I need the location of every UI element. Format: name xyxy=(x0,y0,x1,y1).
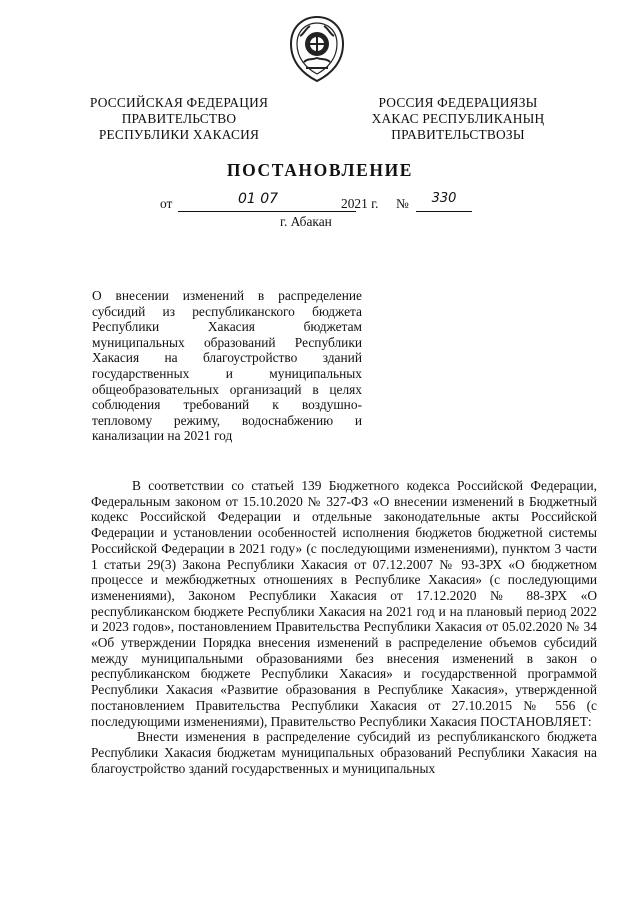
date-year: 2021 г. xyxy=(341,196,379,211)
header-left-line: РОССИЙСКАЯ ФЕДЕРАЦИЯ xyxy=(89,95,269,110)
body-paragraph: Внести изменения в распределение субсидий из республиканского бюджета Республики Хакасия бюджетам муниципальных образований Республики Хакасия на благоустройство зданий государственных и муниципальных xyxy=(91,729,597,776)
coat-of-arms-emblem xyxy=(286,14,348,84)
handwritten-date: 01 07 xyxy=(237,191,279,207)
header-left-line: ПРАВИТЕЛЬСТВО xyxy=(121,111,237,126)
body-paragraph: В соответствии со статьей 139 Бюджетного кодекса Российской Федерации, Федеральным законом от 15.10.2020 № 327-ФЗ «О внесении изменений в Бюджетный кодекс Российской Федерации и отдельные законодательные акты Российской Федерации и установлении особенностей исполнения бюджетов бюджетной системы Российской Федерации в 2021 году» (с последующими изменениями), пунктом 3 части 1 статьи 29(3) Закона Республики Хакасия от 07.12.2007 № 93-ЗРХ «О бюджетном процессе и межбюджетных отношениях в Республике Хакасия» (с последующими изменениями), Законом Республики Хакасия от 17.12.2020 № 88-ЗРХ «О республиканском бюджете Республики Хакасия на 2021 год и на плановый период 2022 и 2023 годов», постановлением Правительства Республики Хакасия от 05.02.2020 № 34 «Об утверждении Порядка внесения изменений в распределение объемов субсидий между муниципальными образованиями без внесения изменений в закон о республиканском бюджете Республики Хакасия» и государственной программой Республики Хакасия «Развитие образования в Республике Хакасия», утвержденной постановлением Правительства Республики Хакасия от 27.10.2015 № 556 (с последующими изменениями), Правительство Республики Хакасия ПОСТАНОВЛЯЕТ: xyxy=(91,478,597,729)
date-underline xyxy=(178,211,356,212)
header-left-line: РЕСПУБЛИКИ ХАКАСИЯ xyxy=(98,127,260,142)
document-subject: О внесении изменений в распределение субсидий из республиканского бюджета Республики Хакасия бюджетам муниципальных образований Республики Хакасия на благоустройство зданий государственных и муниципальных общеобразовательных организаций в целях соблюдения требований к воздушно-тепловому режиму, водоснабжению и канализации на 2021 год xyxy=(92,288,362,444)
document-body xyxy=(91,478,597,776)
date-prefix: от xyxy=(160,196,173,211)
number-sign: № xyxy=(396,196,409,211)
header-left-block xyxy=(74,95,284,143)
header-right-line: ПРАВИТЕЛЬСТВОЗЫ xyxy=(391,127,525,142)
header-right-block xyxy=(352,95,564,143)
city-name: г. Абакан xyxy=(280,214,332,229)
handwritten-number: 330 xyxy=(431,191,457,206)
header-right-line: РОССИЯ ФЕДЕРАЦИЯЗЫ xyxy=(378,95,538,110)
number-underline xyxy=(416,211,472,212)
header-right-line: ХАКАС РЕСПУБЛИКАНЫҢ xyxy=(371,111,545,126)
document-title: ПОСТАНОВЛЕНИЕ xyxy=(226,160,414,180)
date-number-line xyxy=(0,191,640,216)
